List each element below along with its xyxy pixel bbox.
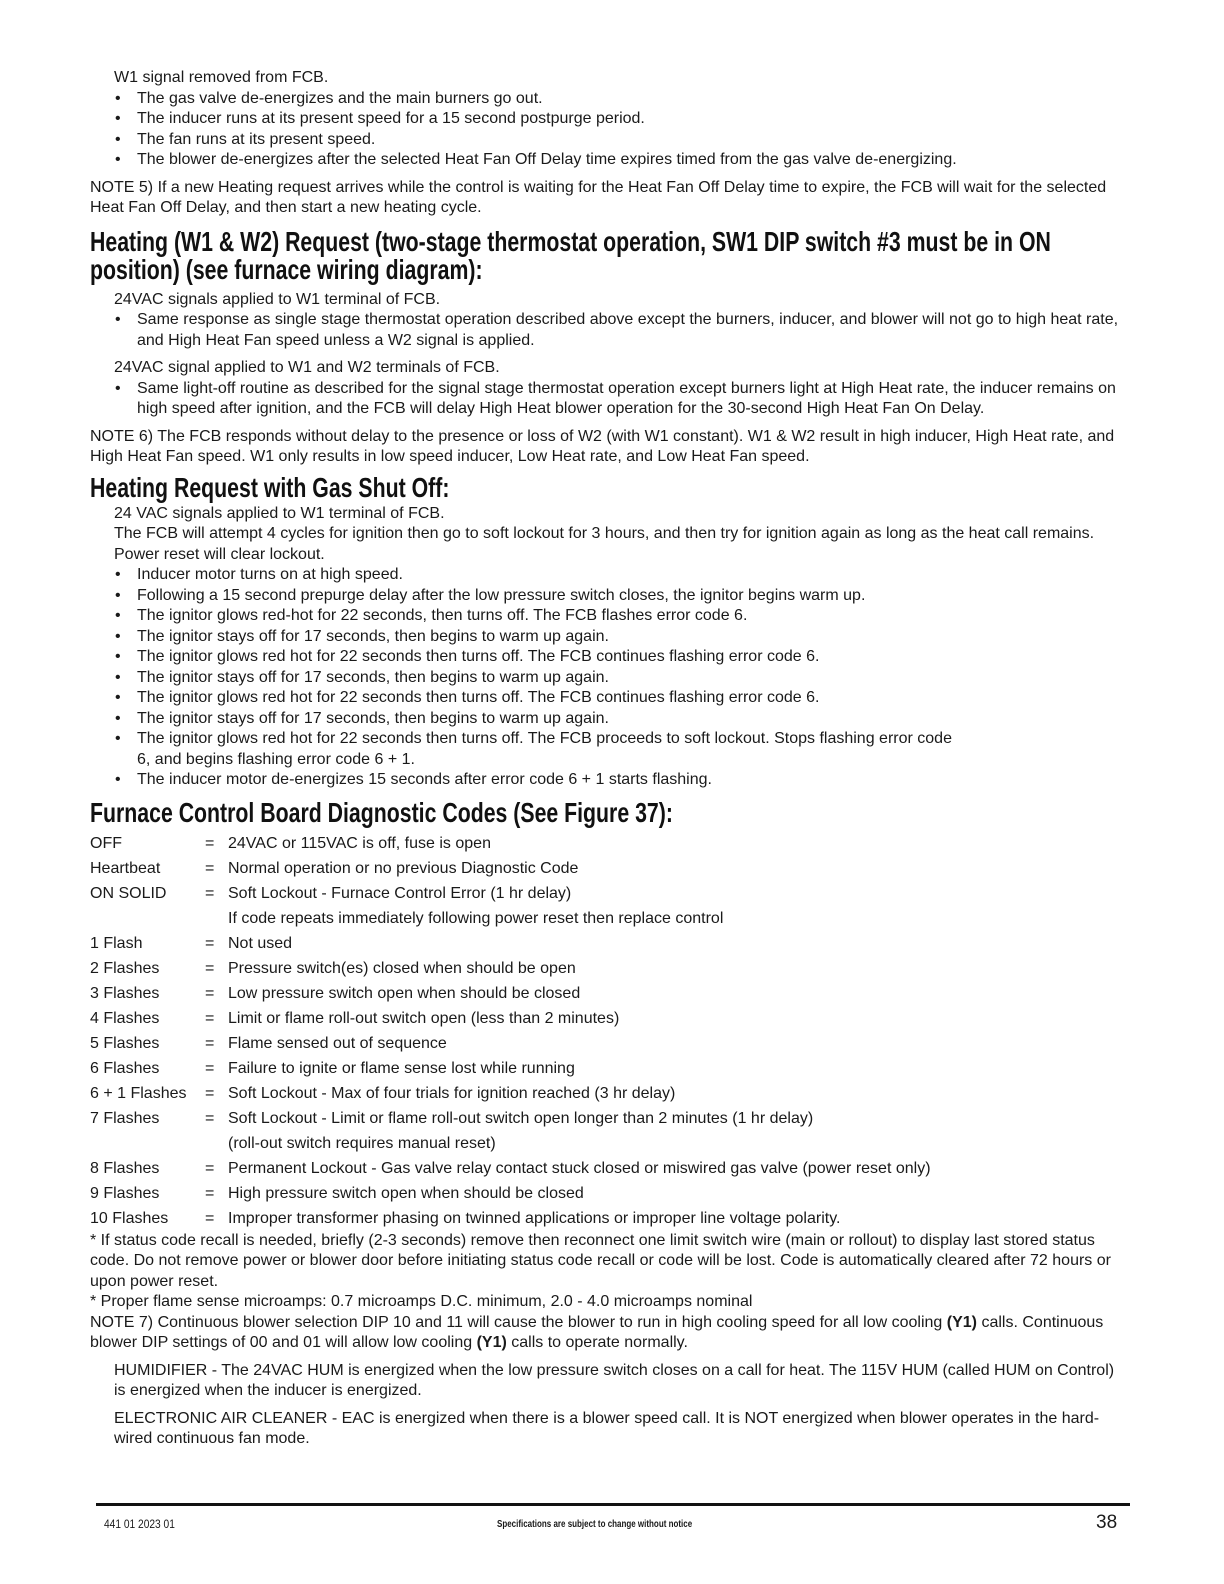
list-item: • The blower de-energizes after the selected Heat Fan Off Delay time expires timed from the gas valve de-energizing. [137, 150, 1128, 171]
equals-sign: = [205, 1009, 215, 1027]
note: NOTE 5) If a new Heating request arrives while the control is waiting for the Heat Fan Off Delay time to expire, the FCB will wait for the selected Heat Fan Off Delay, and then start a new heating cycle. [90, 178, 1107, 216]
list-item: • The inducer motor de-energizes 15 seconds after error code 6 + 1 starts flashing. [137, 770, 1128, 791]
section-heading [90, 796, 1128, 828]
code-label: 8 Flashes [90, 1159, 160, 1177]
section-heading [90, 471, 1128, 503]
code-description [228, 831, 931, 856]
bullet-list [90, 565, 1128, 791]
description-line: Improper transformer phasing on twinned applications or improper line voltage polarity. [228, 1209, 841, 1227]
heading-line: Heating Request with Gas Shut Off: [90, 471, 450, 503]
paragraph: HUMIDIFIER - The 24VAC HUM is energized when the low pressure switch closes on a call for heat. The 115V HUM (called HUM on Control) is energized when the inducer is energized. [114, 1361, 1115, 1399]
table-row [90, 1181, 931, 1206]
code-label: 9 Flashes [90, 1184, 160, 1202]
list-item: • Following a 15 second prepurge delay after the low pressure switch closes, the ignitor begins warm up. [137, 586, 1128, 607]
table-row [90, 1056, 931, 1081]
heading-line: Heating (W1 & W2) Request (two-stage thermostat operation, SW1 DIP switch #3 must be in ON [90, 225, 1051, 257]
list-item: • The ignitor glows red-hot for 22 seconds, then turns off. The FCB flashes error code 6. [137, 606, 1128, 627]
code-description [228, 856, 931, 881]
equals-sign: = [205, 859, 215, 877]
code-description [228, 931, 931, 956]
list-item: • The ignitor stays off for 17 seconds, then begins to warm up again. [137, 709, 1128, 730]
description-line: Limit or flame roll-out switch open (less than 2 minutes) [228, 1009, 620, 1027]
diagnostic-codes-table [90, 831, 931, 1231]
equals-sign: = [205, 1159, 215, 1177]
list-item: • The ignitor glows red hot for 22 seconds then turns off. The FCB continues flashing error code 6. [137, 688, 1128, 709]
list-item: • The inducer runs at its present speed for a 15 second postpurge period. [137, 109, 1128, 130]
description-line: Low pressure switch open when should be closed [228, 984, 581, 1002]
document-page [90, 68, 1128, 1450]
code-description [228, 1106, 931, 1156]
code-description [228, 881, 931, 931]
code-description [228, 1156, 931, 1181]
equals-sign: = [205, 1034, 215, 1052]
paragraph: 24 VAC signals applied to W1 terminal of FCB. [114, 504, 445, 522]
paragraph: 24VAC signal applied to W1 and W2 terminals of FCB. [114, 359, 500, 376]
table-row [90, 831, 931, 856]
code-description [228, 1206, 931, 1231]
document-number: 441 01 2023 01 [104, 1517, 175, 1531]
heading-line: position) (see furnace wiring diagram): [90, 253, 483, 285]
equals-sign: = [205, 834, 215, 852]
table-row [90, 1206, 931, 1231]
description-line: Flame sensed out of sequence [228, 1034, 447, 1052]
table-row [90, 931, 931, 956]
text: calls to operate normally. [506, 1334, 688, 1351]
code-label: 1 Flash [90, 934, 143, 952]
paragraph: ELECTRONIC AIR CLEANER - EAC is energized when there is a blower speed call. It is NOT energized when blower operates in the hard-wired continuous fan mode. [114, 1409, 1100, 1447]
description-line: Permanent Lockout - Gas valve relay contact stuck closed or miswired gas valve (power reset only) [228, 1159, 931, 1177]
code-description [228, 956, 931, 981]
equals-sign: = [205, 959, 215, 977]
equals-sign: = [205, 884, 215, 902]
table-row [90, 1106, 931, 1156]
bullet-list [90, 89, 1128, 171]
paragraph: W1 signal removed from FCB. [114, 69, 329, 86]
code-label: 7 Flashes [90, 1109, 160, 1127]
description-line: Normal operation or no previous Diagnostic Code [228, 859, 579, 877]
list-item: • Same light-off routine as described for the signal stage thermostat operation except burners light at High Heat rate, the inducer remains on high speed after ignition, and the FCB will delay High Heat blower operation for the 30-second High Heat Fan On Delay. [137, 379, 1128, 420]
code-label: Heartbeat [90, 859, 161, 877]
heading-line: Furnace Control Board Diagnostic Codes (See Figure 37): [90, 796, 673, 828]
list-item: • The ignitor stays off for 17 seconds, then begins to warm up again. [137, 627, 1128, 648]
code-label: 4 Flashes [90, 1009, 160, 1027]
description-line: Soft Lockout - Limit or flame roll-out switch open longer than 2 minutes (1 hr delay) [228, 1109, 814, 1127]
equals-sign: = [205, 1059, 215, 1077]
table-row [90, 981, 931, 1006]
description-line: (roll-out switch requires manual reset) [228, 1134, 496, 1152]
text: NOTE 7) Continuous blower selection DIP 10 and 11 will cause the blower to run in high cooling speed for all low cooling [90, 1313, 947, 1331]
footer-notice: Specifications are subject to change without notice [497, 1519, 693, 1530]
description-line: Failure to ignite or flame sense lost while running [228, 1059, 575, 1077]
footnote: * If status code recall is needed, briefly (2-3 seconds) remove then reconnect one limit switch wire (main or rollout) to display last stored status code. Do not remove power or blower door before initiating status code recall or code will be lost. Code is automatically cleared after 72 hours or upon power reset. [90, 1231, 1111, 1290]
text: calls. Continuous blower DIP settings of 00 and 01 will allow low cooling [90, 1313, 1104, 1351]
equals-sign: = [205, 934, 215, 952]
page-number: 38 [1096, 1512, 1118, 1533]
code-description [228, 1081, 931, 1106]
code-description [228, 1056, 931, 1081]
table-row [90, 956, 931, 981]
text: (Y1) [946, 1313, 978, 1331]
description-line: 24VAC or 115VAC is off, fuse is open [228, 834, 491, 852]
list-item: • Inducer motor turns on at high speed. [137, 565, 1128, 586]
description-line: High pressure switch open when should be closed [228, 1184, 584, 1202]
description-line: Pressure switch(es) closed when should be open [228, 959, 576, 977]
note [90, 1313, 1128, 1354]
description-line: If code repeats immediately following power reset then replace control [228, 909, 724, 927]
code-label: 2 Flashes [90, 959, 160, 977]
list-item: • The ignitor stays off for 17 seconds, then begins to warm up again. [137, 668, 1128, 689]
code-label: 6 + 1 Flashes [90, 1084, 187, 1102]
code-label: 6 Flashes [90, 1059, 160, 1077]
equals-sign: = [205, 1109, 215, 1127]
code-label: ON SOLID [90, 884, 167, 902]
code-description [228, 981, 931, 1006]
code-label: OFF [90, 834, 122, 852]
text: (Y1) [476, 1334, 507, 1351]
table-row [90, 1031, 931, 1056]
list-item: • Same response as single stage thermostat operation described above except the burners, inducer, and blower will not go to high heat rate, and High Heat Fan speed unless a W2 signal is applied. [137, 310, 1128, 351]
table-row [90, 881, 931, 931]
table-row [90, 1006, 931, 1031]
footer-divider [96, 1503, 1130, 1506]
description-line: Soft Lockout - Furnace Control Error (1 hr delay) [228, 884, 572, 902]
code-label: 5 Flashes [90, 1034, 160, 1052]
table-row [90, 856, 931, 881]
table-row [90, 1156, 931, 1181]
equals-sign: = [205, 1084, 215, 1102]
code-description [228, 1181, 931, 1206]
table-row [90, 1081, 931, 1106]
equals-sign: = [205, 1209, 215, 1227]
code-label: 10 Flashes [90, 1209, 169, 1227]
list-item: • The gas valve de-energizes and the main burners go out. [137, 89, 1128, 110]
paragraph: 24VAC signals applied to W1 terminal of FCB. [114, 290, 441, 308]
equals-sign: = [205, 1184, 215, 1202]
list-item: • The fan runs at its present speed. [137, 130, 1128, 151]
list-item: • The ignitor glows red hot for 22 seconds then turns off. The FCB proceeds to soft lockout. Stops flashing error code 6, and begins flashing error code 6 + 1. [137, 729, 1128, 770]
equals-sign: = [205, 984, 215, 1002]
code-label: 3 Flashes [90, 984, 160, 1002]
description-line: Soft Lockout - Max of four trials for ignition reached (3 hr delay) [228, 1084, 676, 1102]
footnote: * Proper flame sense microamps: 0.7 microamps D.C. minimum, 2.0 - 4.0 microamps nominal [90, 1293, 753, 1310]
code-description [228, 1031, 931, 1056]
description-line: Not used [228, 934, 293, 952]
paragraph: The FCB will attempt 4 cycles for ignition then go to soft lockout for 3 hours, and then try for ignition again as long as the heat call remains. Power reset will clear lockout. [114, 525, 1095, 563]
note: NOTE 6) The FCB responds without delay to the presence or loss of W2 (with W1 constant). W1 & W2 result in high inducer, High Heat rate, and High Heat Fan speed. W1 only results in low speed inducer, Low Heat rate, and Low Heat Fan speed. [90, 427, 1115, 465]
section-heading [90, 225, 1128, 285]
code-description [228, 1006, 931, 1031]
list-item: • The ignitor glows red hot for 22 seconds then turns off. The FCB continues flashing error code 6. [137, 647, 1128, 668]
